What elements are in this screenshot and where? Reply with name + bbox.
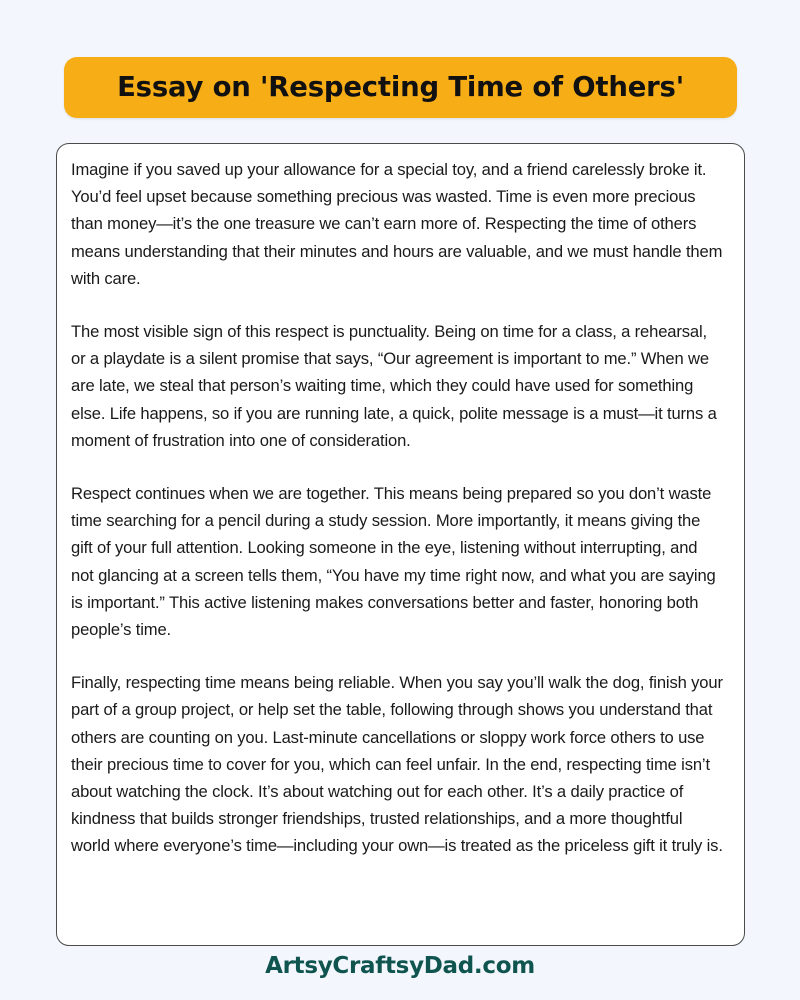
essay-paragraph-3: Respect continues when we are together. This means being prepared so you don’t waste time searching for a pencil during a study session. More importantly, it means giving the gift of your full attention. Looking someone in the eye, listening without interrupting, and not glancing at a screen tells them, “You have my time right now, and what you are saying is important.” This active listening makes conversations better and faster, honoring both people’s time. xyxy=(71,484,716,640)
essay-paragraph-1: Imagine if you saved up your allowance for a special toy, and a friend carelessly broke it. You’d feel upset because something precious was wasted. Time is even more precious than money—it’s the one treasure we can’t earn more of. Respecting the time of others means understanding that their minutes and hours are valuable, and we must handle them with care. xyxy=(71,160,723,288)
title-banner xyxy=(64,57,737,118)
essay-card xyxy=(56,143,745,946)
essay-body xyxy=(71,156,724,860)
essay-paragraph-4: Finally, respecting time means being reliable. When you say you’ll walk the dog, finish your part of a group project, or help set the table, following through shows you understand that others are counting on you. Last-minute cancellations or sloppy work force others to use their precious time to cover for you, which can feel unfair. In the end, respecting time isn’t about watching the clock. It’s about watching out for each other. It’s a daily practice of kindness that builds stronger friendships, trusted relationships, and a more thoughtful world where everyone’s time—including your own—is treated as the priceless gift it truly is. xyxy=(71,673,723,856)
brand-watermark: ArtsyCraftsyDad.com xyxy=(265,953,535,979)
footer xyxy=(0,955,800,978)
page-title: Essay on 'Respecting Time of Others' xyxy=(117,70,684,103)
essay-paragraph-2: The most visible sign of this respect is punctuality. Being on time for a class, a rehearsal, or a playdate is a silent promise that says, “Our agreement is important to me.” When we are late, we steal that person’s waiting time, which they could have used for something else. Life happens, so if you are running late, a quick, polite message is a must—it turns a moment of frustration into one of consideration. xyxy=(71,322,717,450)
